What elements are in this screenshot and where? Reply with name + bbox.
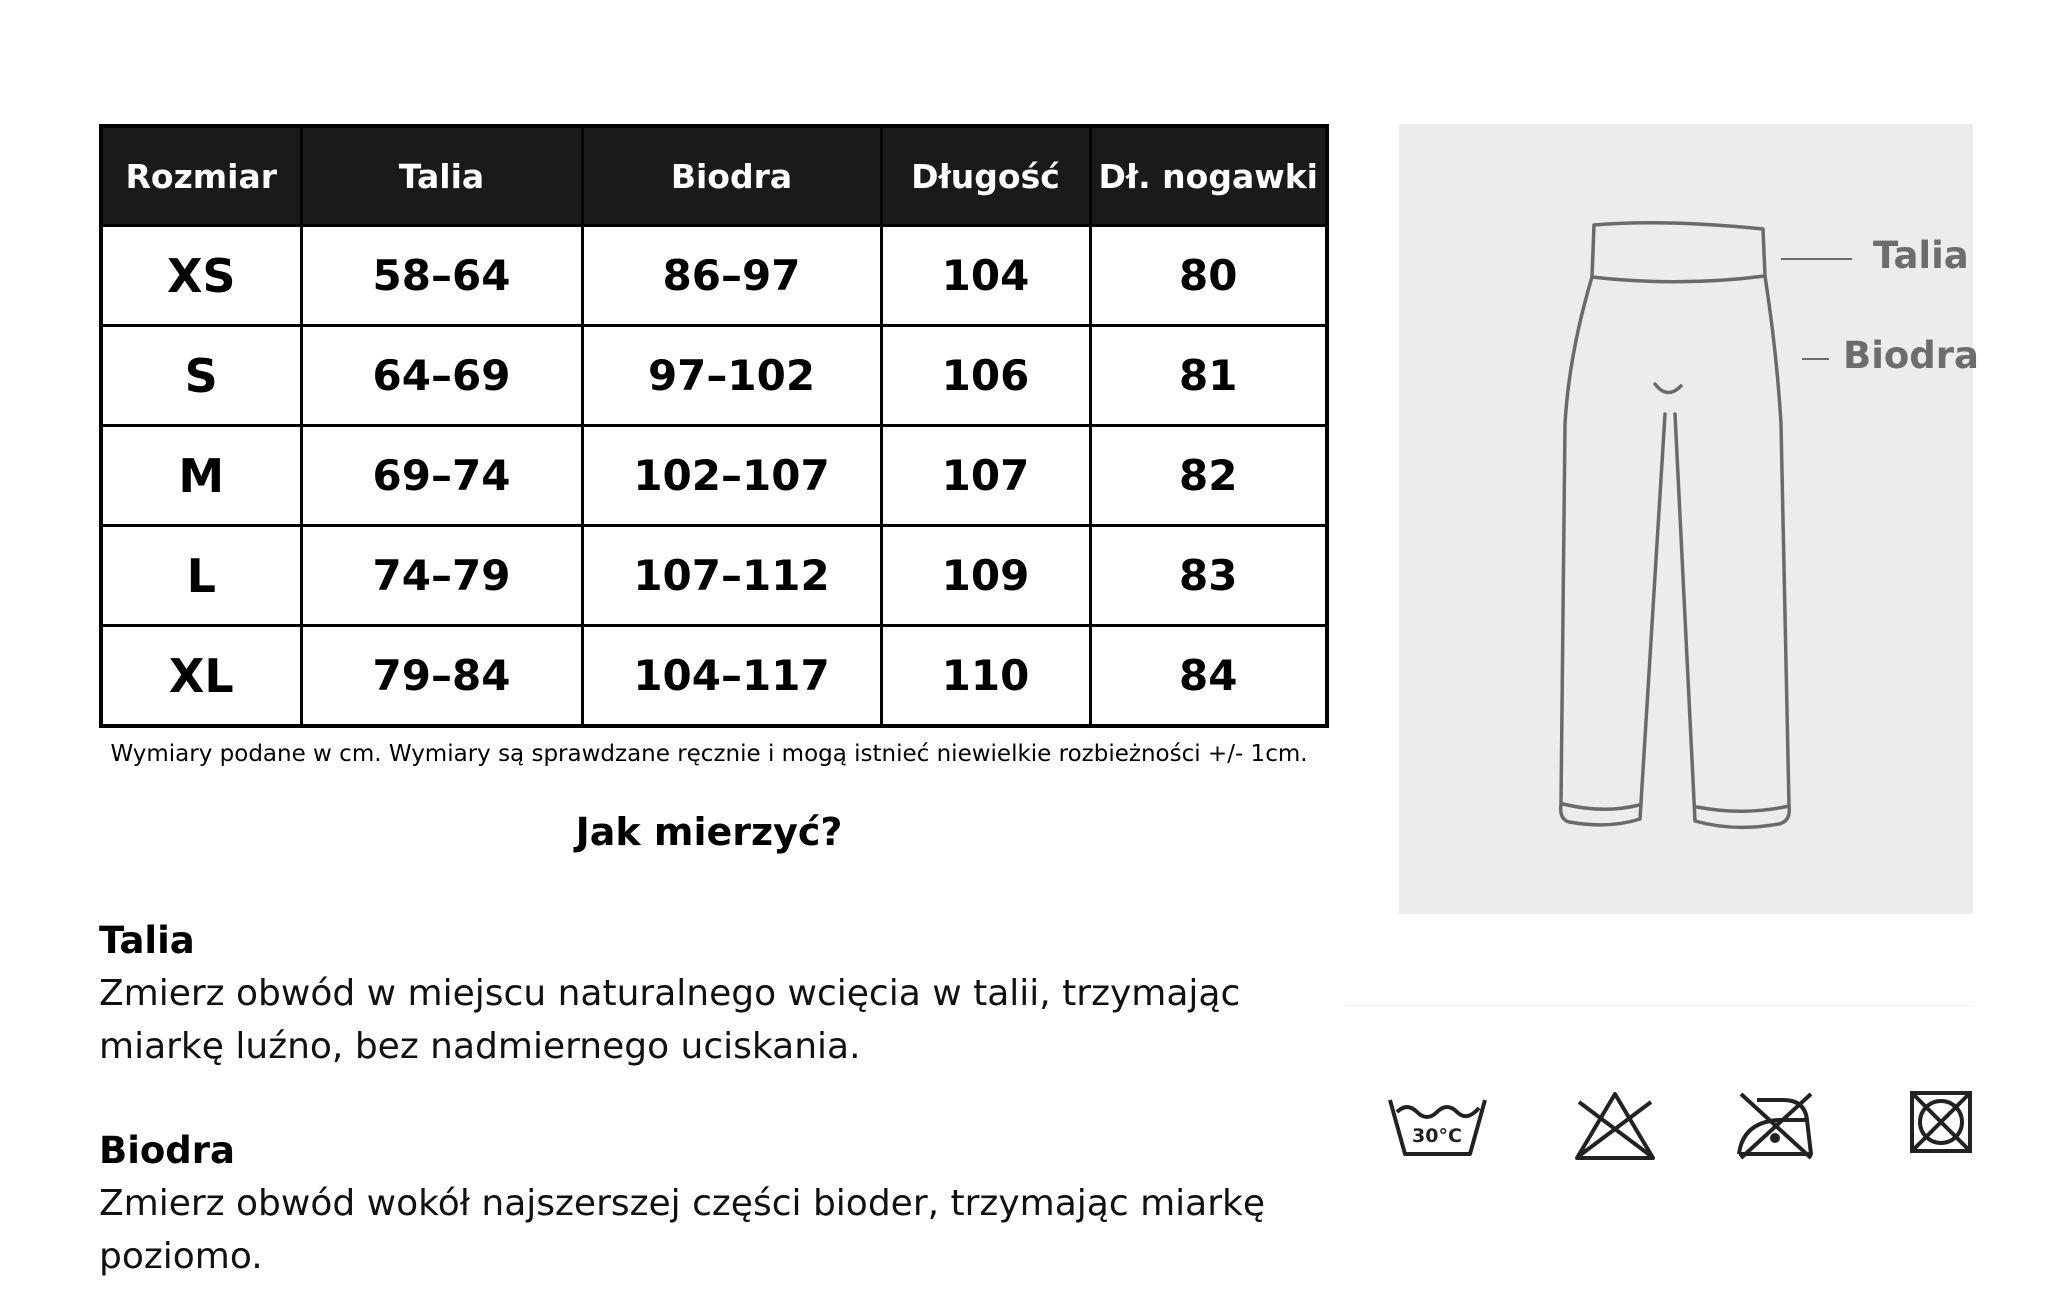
inseam-cell: 81 [1090, 326, 1327, 426]
waist-cell: 69–74 [301, 426, 582, 526]
waist-heading: Talia [99, 919, 195, 962]
no-iron-icon [1735, 1090, 1815, 1160]
length-cell: 110 [881, 626, 1090, 727]
size-cell: S [101, 326, 301, 426]
table-row [101, 426, 1327, 526]
inseam-cell: 83 [1090, 526, 1327, 626]
header-cell: Talia [301, 126, 582, 226]
pants-illustration-panel [1399, 124, 1980, 914]
howto-title: Jak mierzyć? [575, 810, 843, 854]
header-cell: Długość [881, 126, 1090, 226]
hips-heading: Biodra [99, 1129, 236, 1172]
waist-line-1: Zmierz obwód w miejscu naturalnego wcięcia w talii, trzymając [99, 973, 1241, 1014]
hips-cell: 86–97 [582, 226, 881, 326]
wash-30-icon [1385, 1090, 1490, 1162]
hips-cell: 102–107 [582, 426, 881, 526]
waist-cell: 74–79 [301, 526, 582, 626]
wash-temp-label: 30°C [1412, 1125, 1462, 1147]
table-row [101, 226, 1327, 326]
hips-line-1: Zmierz obwód wokół najszerszej części bioder, trzymając miarkę [99, 1183, 1265, 1224]
divider [1345, 1005, 1973, 1006]
table-row [101, 326, 1327, 426]
waist-line-2: miarkę luźno, bez nadmiernego uciskania. [99, 1026, 861, 1067]
size-cell: M [101, 426, 301, 526]
no-tumble-dry-icon [1909, 1090, 1973, 1154]
no-bleach-icon [1573, 1090, 1657, 1162]
hips-cell: 104–117 [582, 626, 881, 727]
size-cell: XL [101, 626, 301, 727]
table-row [101, 526, 1327, 626]
hips-cell: 107–112 [582, 526, 881, 626]
hips-line-2: poziomo. [99, 1236, 263, 1277]
waist-cell: 58–64 [301, 226, 582, 326]
table-header-row [101, 126, 1327, 226]
waist-cell: 79–84 [301, 626, 582, 727]
waist-cell: 64–69 [301, 326, 582, 426]
size-table [99, 124, 1329, 728]
waist-label: Talia [1873, 234, 1969, 277]
header-cell: Biodra [582, 126, 881, 226]
length-cell: 104 [881, 226, 1090, 326]
header-cell: Rozmiar [101, 126, 301, 226]
hips-label: Biodra [1843, 334, 1980, 377]
inseam-cell: 80 [1090, 226, 1327, 326]
length-cell: 106 [881, 326, 1090, 426]
hips-section [99, 1125, 1279, 1283]
table-row [101, 626, 1327, 727]
size-cell: L [101, 526, 301, 626]
inseam-cell: 84 [1090, 626, 1327, 727]
header-cell: Dł. nogawki [1090, 126, 1327, 226]
measurement-note: Wymiary podane w cm. Wymiary są sprawdzane ręcznie i mogą istnieć niewielkie rozbieżności +/- 1cm. [110, 741, 1308, 767]
length-cell: 109 [881, 526, 1090, 626]
hips-cell: 97–102 [582, 326, 881, 426]
size-cell: XS [101, 226, 301, 326]
waist-section [99, 915, 1279, 1073]
inseam-cell: 82 [1090, 426, 1327, 526]
length-cell: 107 [881, 426, 1090, 526]
